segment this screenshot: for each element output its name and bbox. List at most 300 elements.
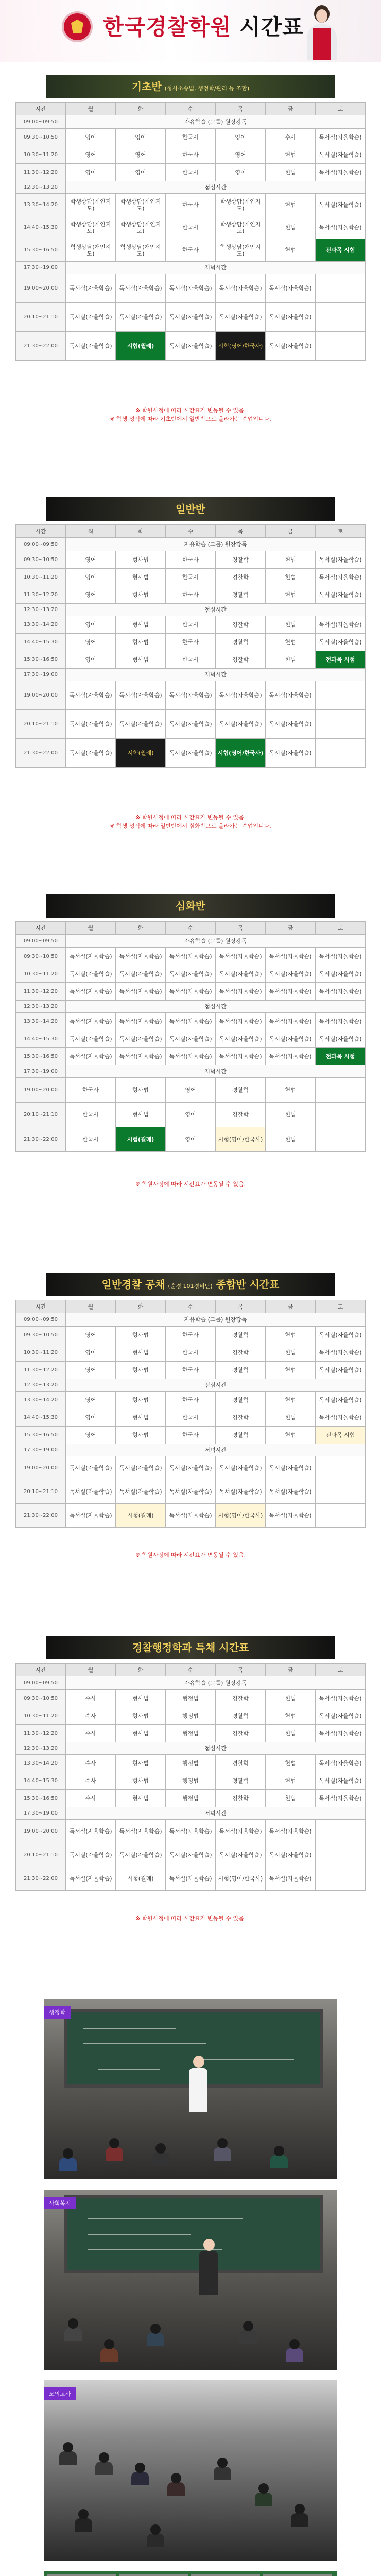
table-row: [16, 983, 366, 1001]
class-cell: 독서실(자율학습): [316, 1725, 366, 1742]
class-cell: 독서실(자율학습): [316, 1690, 366, 1707]
class-cell: 한국사: [166, 146, 216, 164]
class-cell: 독서실(자율학습): [166, 1820, 216, 1843]
class-cell: 행정법: [166, 1707, 216, 1725]
day-header: 수: [166, 1300, 216, 1313]
class-cell: 경찰학: [216, 1078, 266, 1103]
class-cell: 경찰학: [216, 1690, 266, 1707]
class-cell: 헌법: [266, 1344, 316, 1362]
table-row: [16, 194, 366, 216]
class-cell: 독서실(자율학습): [116, 303, 166, 332]
class-cell: 독서실(자율학습): [216, 303, 266, 332]
photo-mock-exam: [44, 2380, 337, 2561]
class-cell: 헌법: [266, 1790, 316, 1807]
time-cell: 14:40~15:30: [16, 1772, 66, 1790]
time-cell: 12:30~13:20: [16, 1001, 66, 1013]
class-cell: 시험(월례): [116, 739, 166, 768]
time-cell: 15:30~16:50: [16, 1048, 66, 1065]
time-cell: 09:00~09:50: [16, 1676, 66, 1690]
class-cell: 헌법: [266, 1427, 316, 1444]
table-row: [16, 1867, 366, 1891]
day-header: 시간: [16, 1300, 66, 1313]
class-cell: 독서실(자율학습): [216, 274, 266, 303]
time-cell: 19:00~20:00: [16, 274, 66, 303]
class-cell: 독서실(자율학습): [266, 710, 316, 739]
class-cell: 한국사: [166, 569, 216, 586]
table-header-row: [16, 103, 366, 115]
class-cell: 자유학습 (그룹) 원장강독: [66, 538, 366, 551]
time-cell: 11:30~12:20: [16, 1725, 66, 1742]
class-cell: 독서실(자율학습): [266, 1504, 316, 1528]
class-cell: [316, 1867, 366, 1891]
class-cell: 한국사: [166, 551, 216, 569]
class-cell: 한국사: [66, 1078, 116, 1103]
class-cell: [316, 739, 366, 768]
class-cell: 한국사: [166, 1409, 216, 1427]
class-cell: 헌법: [266, 586, 316, 604]
table-row: [16, 1676, 366, 1690]
day-header: 화: [116, 525, 166, 538]
class-cell: [316, 1078, 366, 1103]
class-cell: 독서실(자율학습): [166, 1843, 216, 1867]
day-header: 목: [216, 1300, 266, 1313]
class-cell: 한국사: [166, 651, 216, 669]
class-cell: 독서실(자율학습): [316, 1344, 366, 1362]
class-cell: 시험(영어/한국사): [216, 1504, 266, 1528]
time-cell: 20:10~21:10: [16, 1843, 66, 1867]
time-cell: 14:40~15:30: [16, 1409, 66, 1427]
class-cell: 독서실(자율학습): [166, 739, 216, 768]
class-cell: 헌법: [266, 569, 316, 586]
table-row: [16, 274, 366, 303]
class-cell: 자유학습 (그룹) 원장강독: [66, 115, 366, 129]
table-row: [16, 262, 366, 274]
class-cell: 독서실(자율학습): [66, 1030, 116, 1048]
day-header: 수: [166, 1664, 216, 1676]
class-cell: 시험(월례): [116, 1127, 166, 1152]
table-row: [16, 651, 366, 669]
class-cell: 경찰학: [216, 1344, 266, 1362]
class-cell: 영어: [216, 146, 266, 164]
time-cell: 09:30~10:50: [16, 551, 66, 569]
class-cell: 독서실(자율학습): [166, 274, 216, 303]
class-cell: 헌법: [266, 1772, 316, 1790]
class-cell: 학생상담(개인지도): [116, 216, 166, 239]
class-cell: 독서실(자율학습): [316, 216, 366, 239]
class-cell: 자유학습 (그룹) 원장강독: [66, 1313, 366, 1327]
class-cell: 형사법: [116, 1362, 166, 1379]
time-cell: 15:30~16:50: [16, 1427, 66, 1444]
class-cell: 자유학습 (그룹) 원장강독: [66, 1676, 366, 1690]
table-row: [16, 569, 366, 586]
class-cell: 독서실(자율학습): [266, 1048, 316, 1065]
class-cell: 헌법: [266, 146, 316, 164]
time-cell: 10:30~11:20: [16, 146, 66, 164]
class-cell: 형사법: [116, 551, 166, 569]
time-cell: 15:30~16:50: [16, 651, 66, 669]
class-cell: 수사: [66, 1755, 116, 1772]
time-cell: 17:30~19:00: [16, 1065, 66, 1078]
class-cell: 헌법: [266, 1327, 316, 1344]
class-cell: 독서실(자율학습): [116, 1030, 166, 1048]
table-row: [16, 1409, 366, 1427]
class-cell: 헌법: [266, 194, 316, 216]
class-cell: 헌법: [266, 1690, 316, 1707]
time-cell: 09:00~09:50: [16, 538, 66, 551]
class-cell: 독서실(자율학습): [116, 274, 166, 303]
table-row: [16, 1772, 366, 1790]
table-row: [16, 1504, 366, 1528]
table-row: [16, 1344, 366, 1362]
time-cell: 11:30~12:20: [16, 586, 66, 604]
class-cell: 헌법: [266, 551, 316, 569]
note-basic: ※ 학원사정에 따라 시간표가 변동될 수 있음. ※ 학생 성적에 따라 기초반에서 일반반으로 올라가는 수업입니다.: [110, 407, 271, 422]
table-row: [16, 948, 366, 965]
class-cell: 영어: [66, 1344, 116, 1362]
class-cell: 독서실(자율학습): [66, 1456, 116, 1480]
class-cell: 독서실(자율학습): [266, 274, 316, 303]
class-cell: 행정법: [166, 1755, 216, 1772]
table-row: [16, 538, 366, 551]
class-cell: 헌법: [266, 1078, 316, 1103]
day-header: 월: [66, 1300, 116, 1313]
class-cell: 한국사: [166, 164, 216, 181]
day-header: 화: [116, 1664, 166, 1676]
class-cell: [316, 1843, 366, 1867]
class-cell: 독서실(자율학습): [66, 1867, 116, 1891]
table-row: [16, 1725, 366, 1742]
class-cell: 헌법: [266, 1707, 316, 1725]
class-cell: 독서실(자율학습): [116, 681, 166, 710]
table-row: [16, 1755, 366, 1772]
table-row: [16, 1707, 366, 1725]
table-row: [16, 164, 366, 181]
table-row: [16, 129, 366, 146]
class-cell: 독서실(자율학습): [266, 1820, 316, 1843]
class-cell: 독서실(자율학습): [216, 1013, 266, 1030]
class-cell: 독서실(자율학습): [216, 681, 266, 710]
class-cell: 독서실(자율학습): [166, 710, 216, 739]
table-row: [16, 1030, 366, 1048]
class-cell: 독서실(자율학습): [266, 1030, 316, 1048]
class-cell: 독서실(자율학습): [116, 1480, 166, 1504]
time-cell: 19:00~20:00: [16, 681, 66, 710]
class-cell: 영어: [66, 1362, 116, 1379]
class-cell: 독서실(자율학습): [66, 1013, 116, 1030]
table-header-row: [16, 922, 366, 935]
photo-tag: 사회복지: [44, 2197, 76, 2209]
class-cell: 헌법: [266, 216, 316, 239]
class-cell: 독서실(자율학습): [116, 965, 166, 983]
class-cell: 독서실(자율학습): [266, 1843, 316, 1867]
day-header: 금: [266, 103, 316, 115]
class-cell: 점심시간: [66, 181, 366, 194]
class-cell: [316, 303, 366, 332]
class-cell: 경찰학: [216, 616, 266, 634]
class-cell: 헌법: [266, 1392, 316, 1409]
table-row: [16, 616, 366, 634]
class-cell: 저녁시간: [66, 1444, 366, 1456]
class-cell: [316, 274, 366, 303]
time-cell: 11:30~12:20: [16, 1362, 66, 1379]
class-cell: 점심시간: [66, 1742, 366, 1755]
class-cell: 독서실(자율학습): [66, 1820, 116, 1843]
day-header: 토: [316, 1664, 366, 1676]
timetable-special: [15, 1663, 366, 1891]
class-cell: 헌법: [266, 1362, 316, 1379]
class-cell: 독서실(자율학습): [166, 1013, 216, 1030]
class-cell: 헌법: [266, 1409, 316, 1427]
class-cell: 시험(월례): [116, 1867, 166, 1891]
class-cell: 한국사: [166, 216, 216, 239]
time-cell: 13:30~14:20: [16, 1755, 66, 1772]
table-row: [16, 1078, 366, 1103]
class-cell: 한국사: [166, 129, 216, 146]
class-cell: 경찰학: [216, 1707, 266, 1725]
class-cell: 수사: [66, 1725, 116, 1742]
class-cell: 헌법: [266, 634, 316, 651]
class-cell: 저녁시간: [66, 262, 366, 274]
class-cell: 독서실(자율학습): [316, 983, 366, 1001]
table-row: [16, 1690, 366, 1707]
table-header-row: [16, 525, 366, 538]
class-cell: 독서실(자율학습): [166, 948, 216, 965]
class-cell: [316, 1480, 366, 1504]
class-cell: 독서실(자율학습): [316, 551, 366, 569]
time-cell: 21:30~22:00: [16, 332, 66, 361]
class-cell: 독서실(자율학습): [116, 710, 166, 739]
class-cell: 독서실(자율학습): [316, 164, 366, 181]
class-cell: 독서실(자율학습): [216, 1456, 266, 1480]
timetable-public: [15, 1300, 366, 1528]
day-header: 수: [166, 525, 216, 538]
class-cell: 점심시간: [66, 1379, 366, 1392]
table-row: [16, 1820, 366, 1843]
table-row: [16, 1362, 366, 1379]
class-cell: 한국사: [166, 1392, 216, 1409]
time-cell: 12:30~13:20: [16, 1379, 66, 1392]
class-cell: 한국사: [166, 1362, 216, 1379]
class-cell: 영어: [66, 129, 116, 146]
class-cell: 형사법: [116, 1392, 166, 1409]
class-cell: 독서실(자율학습): [216, 1030, 266, 1048]
class-cell: 영어: [116, 146, 166, 164]
table-row: [16, 634, 366, 651]
class-cell: 독서실(자율학습): [116, 1048, 166, 1065]
class-cell: 경찰학: [216, 1790, 266, 1807]
table-header-row: [16, 1664, 366, 1676]
class-cell: 영어: [66, 651, 116, 669]
table-row: [16, 935, 366, 948]
time-cell: 17:30~19:00: [16, 669, 66, 681]
class-cell: 영어: [66, 146, 116, 164]
class-cell: 독서실(자율학습): [316, 948, 366, 965]
class-cell: 한국사: [66, 1127, 116, 1152]
class-cell: 형사법: [116, 1078, 166, 1103]
class-cell: 독서실(자율학습): [66, 332, 116, 361]
class-cell: 형사법: [116, 1790, 166, 1807]
section-title-public: 일반경찰 공채 (순경 101경비단) 종합반 시간표: [46, 1273, 335, 1296]
note-advanced: ※ 학원사정에 따라 시간표가 변동될 수 있음.: [135, 1181, 246, 1188]
class-cell: 학생상담(개인지도): [116, 194, 166, 216]
class-cell: 영어: [166, 1127, 216, 1152]
time-cell: 09:30~10:50: [16, 129, 66, 146]
class-cell: 헌법: [266, 164, 316, 181]
time-cell: 13:30~14:20: [16, 616, 66, 634]
note-special: ※ 학원사정에 따라 시간표가 변동될 수 있음.: [135, 1915, 246, 1922]
day-header: 수: [166, 922, 216, 935]
class-cell: 헌법: [266, 1725, 316, 1742]
table-row: [16, 681, 366, 710]
class-cell: 헌법: [266, 1127, 316, 1152]
class-cell: 독서실(자율학습): [266, 681, 316, 710]
day-header: 금: [266, 922, 316, 935]
class-cell: 독서실(자율학습): [266, 965, 316, 983]
time-cell: 14:40~15:30: [16, 1030, 66, 1048]
class-cell: 형사법: [116, 634, 166, 651]
day-header: 목: [216, 922, 266, 935]
time-cell: 09:30~10:50: [16, 948, 66, 965]
class-cell: 독서실(자율학습): [216, 983, 266, 1001]
class-cell: 독서실(자율학습): [316, 1327, 366, 1344]
class-cell: 수사: [266, 129, 316, 146]
note-public: ※ 학원사정에 따라 시간표가 변동될 수 있음.: [135, 1552, 246, 1558]
table-row: [16, 1313, 366, 1327]
class-cell: 독서실(자율학습): [216, 1820, 266, 1843]
day-header: 화: [116, 922, 166, 935]
class-cell: 독서실(자율학습): [166, 681, 216, 710]
class-cell: 경찰학: [216, 1362, 266, 1379]
class-cell: [316, 1103, 366, 1127]
time-cell: 20:10~21:10: [16, 1103, 66, 1127]
class-cell: 영어: [66, 1392, 116, 1409]
table-row: [16, 181, 366, 194]
day-header: 토: [316, 922, 366, 935]
class-cell: 독서실(자율학습): [166, 332, 216, 361]
photo-tag: 모의고사: [44, 2387, 76, 2400]
class-cell: 경찰학: [216, 1103, 266, 1127]
class-cell: 독서실(자율학습): [116, 1820, 166, 1843]
table-row: [16, 239, 366, 262]
class-cell: 독서실(자율학습): [116, 983, 166, 1001]
class-cell: 행정법: [166, 1772, 216, 1790]
table-row: [16, 1843, 366, 1867]
class-cell: [316, 681, 366, 710]
class-cell: 형사법: [116, 1725, 166, 1742]
time-cell: 20:10~21:10: [16, 710, 66, 739]
class-cell: 독서실(자율학습): [266, 983, 316, 1001]
table-row: [16, 739, 366, 768]
class-cell: 수사: [66, 1772, 116, 1790]
day-header: 시간: [16, 525, 66, 538]
day-header: 시간: [16, 103, 66, 115]
day-header: 월: [66, 1664, 116, 1676]
class-cell: 독서실(자율학습): [66, 983, 116, 1001]
class-cell: 행정법: [166, 1790, 216, 1807]
timetable-basic: [15, 102, 366, 361]
class-cell: 점심시간: [66, 1001, 366, 1013]
class-cell: 헌법: [266, 651, 316, 669]
class-cell: 독서실(자율학습): [316, 1392, 366, 1409]
class-cell: 독서실(자율학습): [316, 1030, 366, 1048]
section-title-advanced: 심화반: [46, 894, 335, 918]
class-cell: [316, 332, 366, 361]
class-cell: 영어: [66, 616, 116, 634]
class-cell: 경찰학: [216, 569, 266, 586]
class-cell: 독서실(자율학습): [316, 194, 366, 216]
class-cell: 영어: [216, 164, 266, 181]
class-cell: 행정법: [166, 1725, 216, 1742]
class-cell: 독서실(자율학습): [166, 1030, 216, 1048]
table-row: [16, 1327, 366, 1344]
class-cell: 수사: [66, 1690, 116, 1707]
class-cell: 형사법: [116, 1772, 166, 1790]
class-cell: 독서실(자율학습): [216, 948, 266, 965]
time-cell: 09:00~09:50: [16, 115, 66, 129]
class-cell: 한국사: [166, 586, 216, 604]
time-cell: 17:30~19:00: [16, 1444, 66, 1456]
class-cell: 독서실(자율학습): [66, 303, 116, 332]
class-cell: 독서실(자율학습): [216, 1048, 266, 1065]
day-header: 시간: [16, 922, 66, 935]
day-header: 월: [66, 525, 116, 538]
time-cell: 09:00~09:50: [16, 935, 66, 948]
class-cell: 저녁시간: [66, 669, 366, 681]
time-cell: 12:30~13:20: [16, 1742, 66, 1755]
time-cell: 14:40~15:30: [16, 216, 66, 239]
time-cell: 20:10~21:10: [16, 303, 66, 332]
time-cell: 13:30~14:20: [16, 1013, 66, 1030]
table-row: [16, 604, 366, 616]
table-row: [16, 115, 366, 129]
table-row: [16, 1065, 366, 1078]
time-cell: 09:30~10:50: [16, 1327, 66, 1344]
class-cell: 독서실(자율학습): [166, 1048, 216, 1065]
class-cell: 독서실(자율학습): [66, 681, 116, 710]
class-cell: 수사: [66, 1790, 116, 1807]
time-cell: 14:40~15:30: [16, 634, 66, 651]
day-header: 금: [266, 1300, 316, 1313]
title-schedule: 시간표: [239, 14, 304, 40]
class-cell: 독서실(자율학습): [166, 1867, 216, 1891]
class-cell: 독서실(자율학습): [116, 1456, 166, 1480]
class-cell: 영어: [166, 1103, 216, 1127]
class-cell: 시험(영어/한국사): [216, 739, 266, 768]
time-cell: 20:10~21:10: [16, 1480, 66, 1504]
class-cell: 형사법: [116, 1755, 166, 1772]
class-cell: 학생상담(개인지도): [66, 239, 116, 262]
time-cell: 12:30~13:20: [16, 604, 66, 616]
class-cell: 한국사: [166, 1327, 216, 1344]
class-cell: [316, 1820, 366, 1843]
time-cell: 09:00~09:50: [16, 1313, 66, 1327]
class-cell: 영어: [66, 551, 116, 569]
class-cell: 한국사: [166, 1427, 216, 1444]
class-cell: 독서실(자율학습): [316, 965, 366, 983]
time-cell: 10:30~11:20: [16, 1707, 66, 1725]
class-cell: 독서실(자율학습): [166, 1456, 216, 1480]
class-cell: 전과목 시험: [316, 239, 366, 262]
class-cell: 형사법: [116, 651, 166, 669]
class-cell: 영어: [66, 1327, 116, 1344]
table-header-row: [16, 1300, 366, 1313]
class-cell: 독서실(자율학습): [116, 1843, 166, 1867]
class-cell: 독서실(자율학습): [316, 569, 366, 586]
class-cell: 독서실(자율학습): [66, 1843, 116, 1867]
day-header: 월: [66, 922, 116, 935]
table-row: [16, 1013, 366, 1030]
time-cell: 10:30~11:20: [16, 569, 66, 586]
